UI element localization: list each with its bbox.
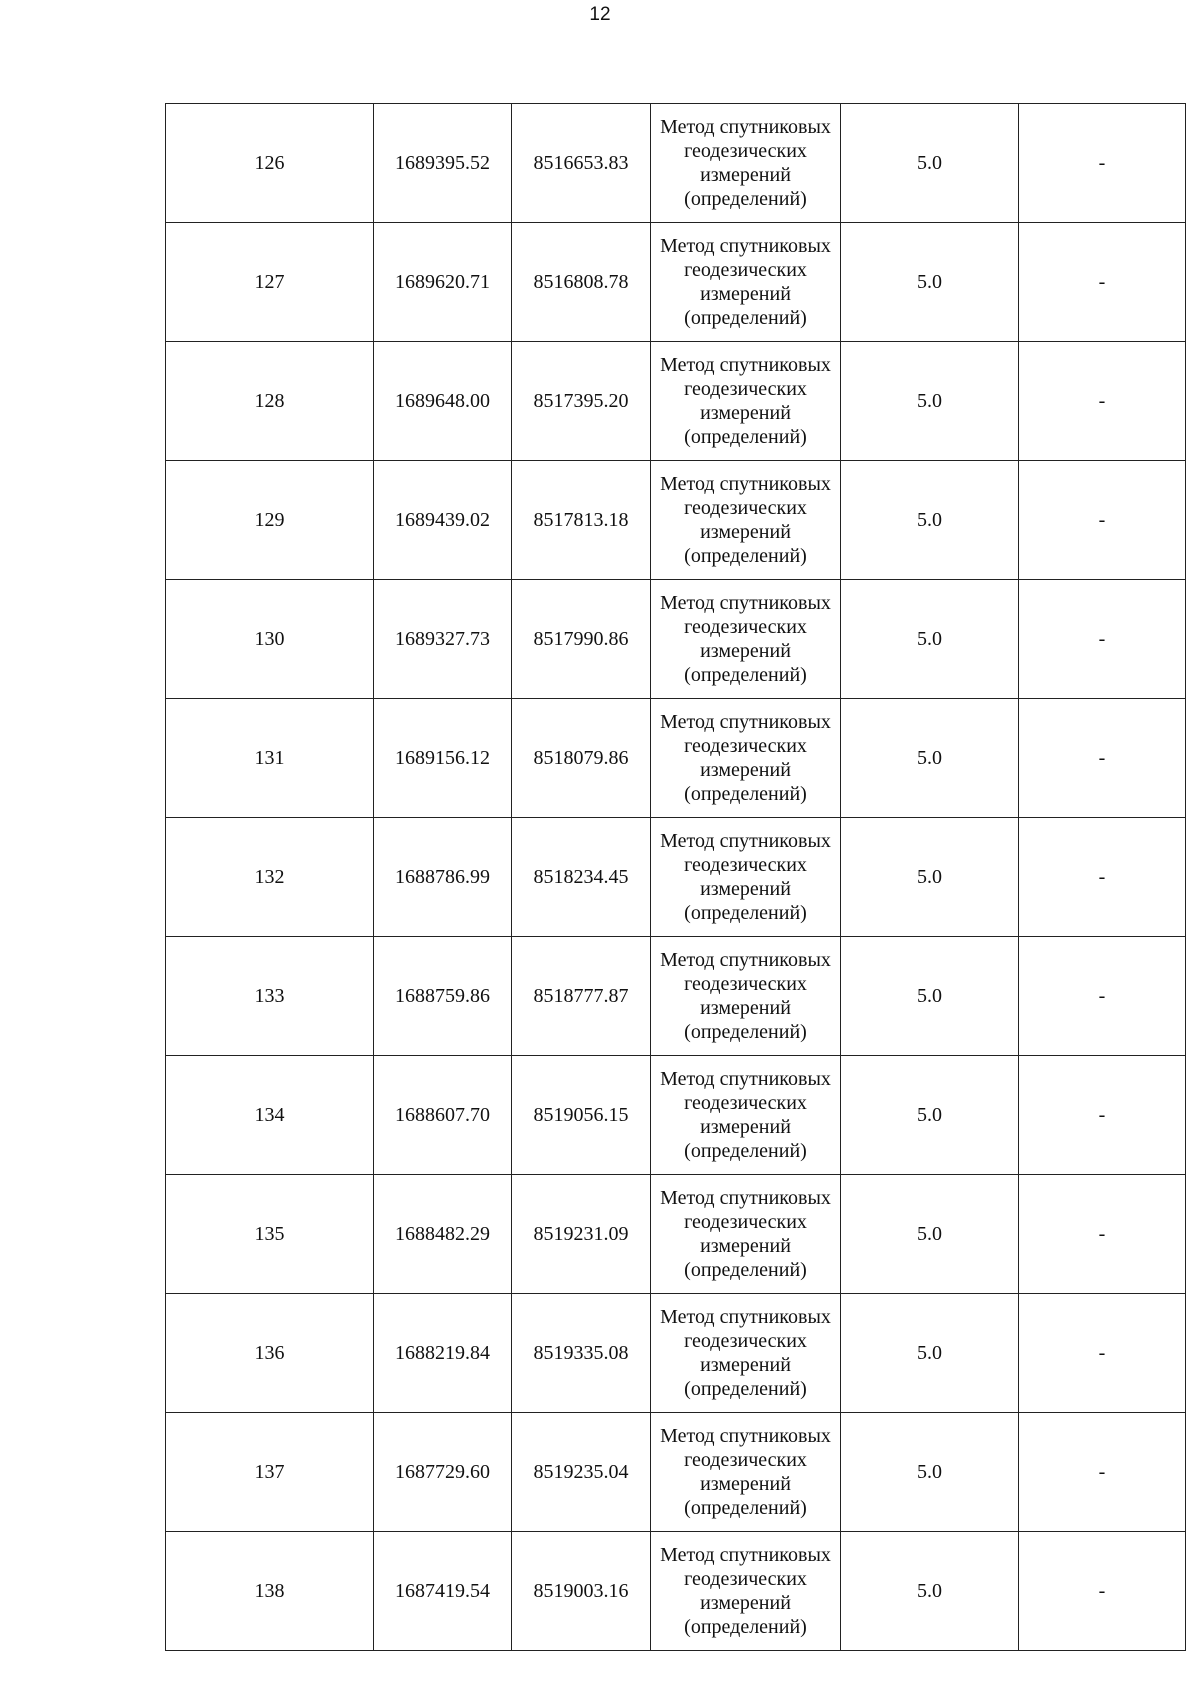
method-cell [651, 1175, 841, 1294]
point-number-cell: 126 [166, 104, 374, 223]
x-coordinate-cell: 1687729.60 [374, 1413, 512, 1532]
method-text: Метод спутниковых геодезических измерений (определений) [660, 711, 831, 805]
method-cell [651, 1413, 841, 1532]
description-cell: - [1019, 1532, 1186, 1651]
accuracy-cell: 5.0 [841, 1413, 1019, 1532]
description-cell: - [1019, 1413, 1186, 1532]
method-cell [651, 580, 841, 699]
accuracy-cell: 5.0 [841, 937, 1019, 1056]
description-cell: - [1019, 342, 1186, 461]
x-coordinate-cell: 1689327.73 [374, 580, 512, 699]
method-cell [651, 1532, 841, 1651]
y-coordinate-cell: 8519235.04 [512, 1413, 651, 1532]
y-coordinate-cell: 8517813.18 [512, 461, 651, 580]
table-row [166, 342, 1186, 461]
y-coordinate-cell: 8517990.86 [512, 580, 651, 699]
method-cell [651, 1056, 841, 1175]
y-coordinate-cell: 8519003.16 [512, 1532, 651, 1651]
point-number-cell: 134 [166, 1056, 374, 1175]
point-number-cell: 136 [166, 1294, 374, 1413]
table-row [166, 1413, 1186, 1532]
x-coordinate-cell: 1689648.00 [374, 342, 512, 461]
y-coordinate-cell: 8518234.45 [512, 818, 651, 937]
method-text: Метод спутниковых геодезических измерений (определений) [660, 1306, 831, 1400]
table-row [166, 818, 1186, 937]
coordinates-table-body [166, 104, 1186, 1651]
x-coordinate-cell: 1687419.54 [374, 1532, 512, 1651]
description-cell: - [1019, 461, 1186, 580]
page-number: 12 [589, 4, 611, 25]
method-text: Метод спутниковых геодезических измерений (определений) [660, 1544, 831, 1638]
table-row [166, 1175, 1186, 1294]
x-coordinate-cell: 1689156.12 [374, 699, 512, 818]
description-cell: - [1019, 699, 1186, 818]
table-row [166, 1294, 1186, 1413]
point-number-cell: 127 [166, 223, 374, 342]
table-row [166, 699, 1186, 818]
accuracy-cell: 5.0 [841, 342, 1019, 461]
method-cell [651, 699, 841, 818]
y-coordinate-cell: 8519335.08 [512, 1294, 651, 1413]
accuracy-cell: 5.0 [841, 1056, 1019, 1175]
description-cell: - [1019, 223, 1186, 342]
point-number-cell: 131 [166, 699, 374, 818]
method-text: Метод спутниковых геодезических измерений (определений) [660, 830, 831, 924]
accuracy-cell: 5.0 [841, 818, 1019, 937]
method-cell [651, 104, 841, 223]
point-number-cell: 138 [166, 1532, 374, 1651]
x-coordinate-cell: 1688607.70 [374, 1056, 512, 1175]
method-cell [651, 223, 841, 342]
y-coordinate-cell: 8519056.15 [512, 1056, 651, 1175]
description-cell: - [1019, 104, 1186, 223]
x-coordinate-cell: 1688482.29 [374, 1175, 512, 1294]
y-coordinate-cell: 8518079.86 [512, 699, 651, 818]
description-cell: - [1019, 580, 1186, 699]
accuracy-cell: 5.0 [841, 1294, 1019, 1413]
point-number-cell: 128 [166, 342, 374, 461]
method-text: Метод спутниковых геодезических измерений (определений) [660, 116, 831, 210]
coordinates-table [165, 103, 1186, 1651]
method-cell [651, 1294, 841, 1413]
point-number-cell: 129 [166, 461, 374, 580]
y-coordinate-cell: 8517395.20 [512, 342, 651, 461]
x-coordinate-cell: 1688759.86 [374, 937, 512, 1056]
method-text: Метод спутниковых геодезических измерений (определений) [660, 592, 831, 686]
accuracy-cell: 5.0 [841, 699, 1019, 818]
method-cell [651, 342, 841, 461]
method-text: Метод спутниковых геодезических измерений (определений) [660, 354, 831, 448]
accuracy-cell: 5.0 [841, 223, 1019, 342]
description-cell: - [1019, 1294, 1186, 1413]
x-coordinate-cell: 1689395.52 [374, 104, 512, 223]
description-cell: - [1019, 1056, 1186, 1175]
y-coordinate-cell: 8519231.09 [512, 1175, 651, 1294]
method-text: Метод спутниковых геодезических измерений (определений) [660, 949, 831, 1043]
table-row [166, 580, 1186, 699]
table-row [166, 461, 1186, 580]
accuracy-cell: 5.0 [841, 461, 1019, 580]
method-cell [651, 818, 841, 937]
accuracy-cell: 5.0 [841, 1532, 1019, 1651]
method-cell [651, 937, 841, 1056]
method-cell [651, 461, 841, 580]
table-row [166, 223, 1186, 342]
method-text: Метод спутниковых геодезических измерений (определений) [660, 473, 831, 567]
point-number-cell: 132 [166, 818, 374, 937]
point-number-cell: 135 [166, 1175, 374, 1294]
y-coordinate-cell: 8518777.87 [512, 937, 651, 1056]
x-coordinate-cell: 1689439.02 [374, 461, 512, 580]
y-coordinate-cell: 8516653.83 [512, 104, 651, 223]
description-cell: - [1019, 1175, 1186, 1294]
table-row [166, 104, 1186, 223]
point-number-cell: 130 [166, 580, 374, 699]
y-coordinate-cell: 8516808.78 [512, 223, 651, 342]
x-coordinate-cell: 1688786.99 [374, 818, 512, 937]
table-row [166, 1532, 1186, 1651]
method-text: Метод спутниковых геодезических измерений (определений) [660, 235, 831, 329]
point-number-cell: 133 [166, 937, 374, 1056]
description-cell: - [1019, 818, 1186, 937]
table-row [166, 937, 1186, 1056]
accuracy-cell: 5.0 [841, 104, 1019, 223]
method-text: Метод спутниковых геодезических измерений (определений) [660, 1425, 831, 1519]
method-text: Метод спутниковых геодезических измерений (определений) [660, 1068, 831, 1162]
x-coordinate-cell: 1689620.71 [374, 223, 512, 342]
accuracy-cell: 5.0 [841, 580, 1019, 699]
method-text: Метод спутниковых геодезических измерений (определений) [660, 1187, 831, 1281]
x-coordinate-cell: 1688219.84 [374, 1294, 512, 1413]
accuracy-cell: 5.0 [841, 1175, 1019, 1294]
point-number-cell: 137 [166, 1413, 374, 1532]
table-row [166, 1056, 1186, 1175]
description-cell: - [1019, 937, 1186, 1056]
